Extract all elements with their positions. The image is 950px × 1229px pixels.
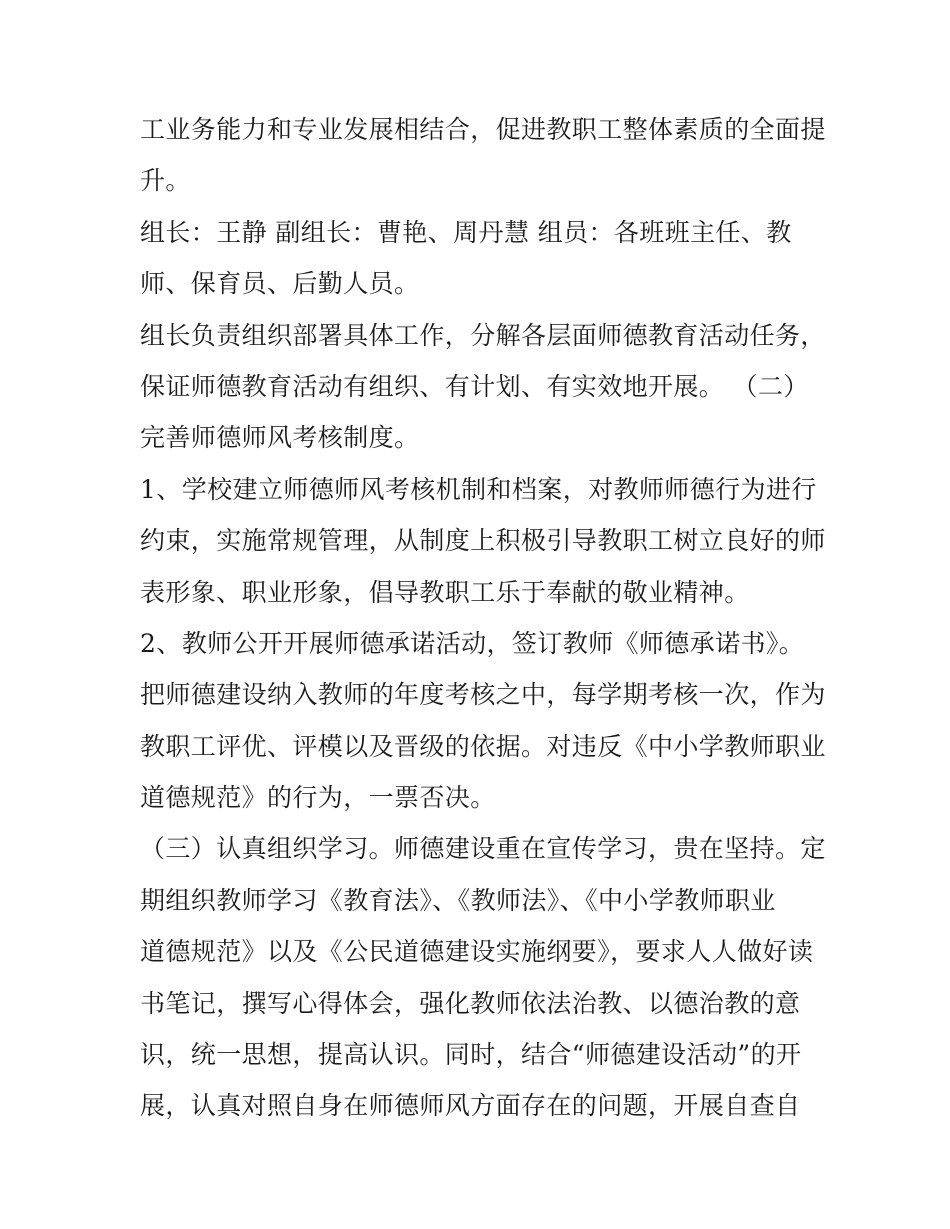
text-line: 道德规范》以及《公民道德建设实施纲要》，要求人人做好读: [140, 937, 814, 967]
text-line: 道德规范》的行为，一票否决。: [140, 783, 496, 813]
text-line: 组长负责组织部署具体工作，分解各层面师德教育活动任务，: [140, 320, 826, 350]
text-line: （三）认真组织学习。师德建设重在宣传学习，贵在坚持。定: [140, 834, 826, 864]
text-line: 约束，实施常规管理，从制度上积极引导教职工树立良好的师: [140, 526, 826, 556]
text-line: 书笔记，撰写心得体会，强化教师依法治教、以德治教的意: [140, 988, 801, 1018]
text-line: 教职工评优、评模以及晋级的依据。对违反《中小学教师职业: [140, 731, 826, 761]
text-line: 展，认真对照自身在师德师风方面存在的问题，开展自查自: [140, 1091, 801, 1121]
text-line: 完善师德师风考核制度。: [140, 423, 420, 453]
text-line: 把师德建设纳入教师的年度考核之中，每学期考核一次，作为: [140, 680, 826, 710]
text-line: 识，统一思想，提高认识。同时，结合“师德建设活动”的开: [140, 1040, 802, 1070]
text-line: 1、学校建立师德师风考核机制和档案，对教师师德行为进行: [140, 474, 817, 504]
text-line: 工业务能力和专业发展相结合，促进教职工整体素质的全面提: [140, 115, 826, 144]
text-line: 保证师德教育活动有组织、有计划、有实效地开展。 （二）: [140, 371, 809, 401]
text-line: 2、教师公开开展师德承诺活动，签订教师《师德承诺书》。: [140, 628, 805, 658]
text-line: 师、保育员、后勤人员。: [140, 269, 420, 299]
text-line: 升。: [140, 166, 191, 196]
body-text: [140, 104, 830, 1132]
text-line: 组长：王静 副组长：曹艳、周丹慧 组员：各班班主任、教: [140, 217, 792, 247]
text-line: 期组织教师学习《教育法》、《教师法》、《中小学教师职业: [140, 885, 776, 915]
text-line: 表形象、职业形象，倡导教职工乐于奉献的敬业精神。: [140, 577, 750, 607]
